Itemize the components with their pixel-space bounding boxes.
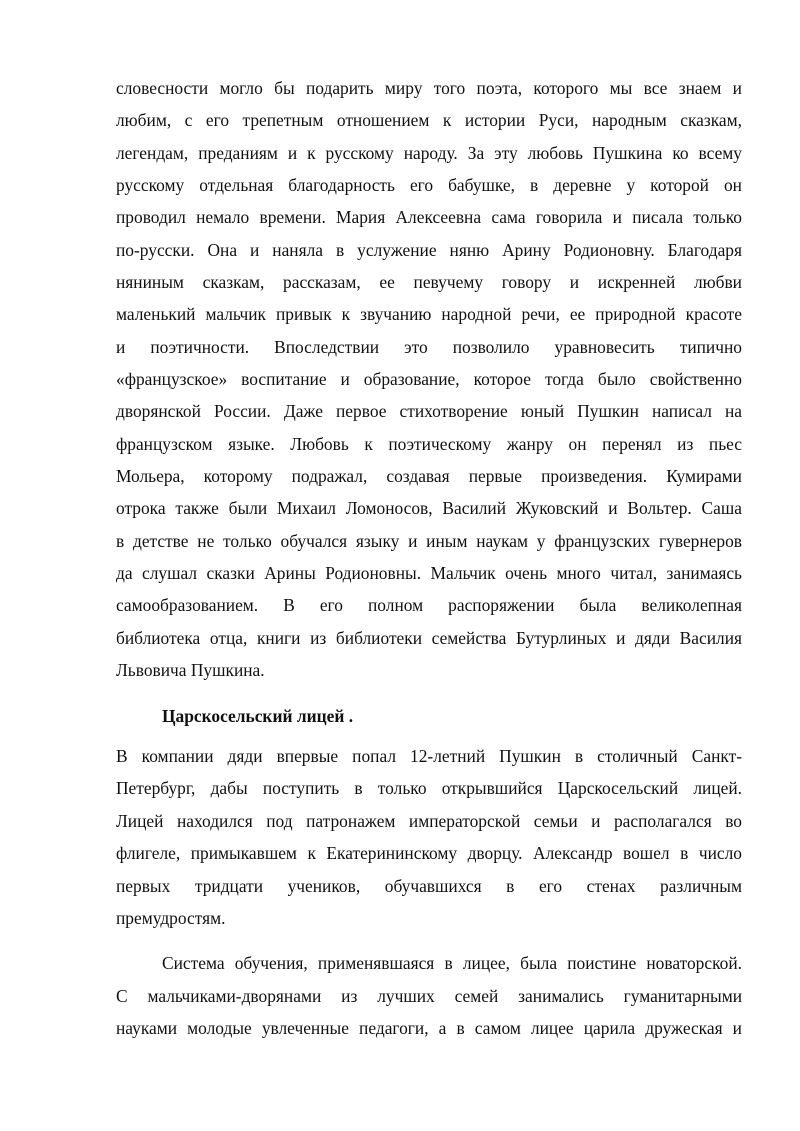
text-line: самообразованием. В его полном распоряжении была великолепная <box>116 595 742 615</box>
text-line: русскому отдельная благодарность его бабушке, в деревне у которой он <box>116 175 742 195</box>
text-line: дворянской России. Даже первое стихотворение юный Пушкин написал на <box>116 401 742 421</box>
text-line: французском языке. Любовь к поэтическому жанру он перенял из пьес <box>116 434 742 454</box>
text-line: Система обучения, применявшаяся в лицее, была поистине новаторской. <box>162 953 742 973</box>
text-line: няниным сказкам, рассказам, ее певучему говору и искренней любви <box>116 272 742 292</box>
text-line: и поэтичности. Впоследствии это позволило уравновесить типично <box>116 337 742 357</box>
text-line: Лицей находился под патронажем императорской семьи и располагался во <box>116 811 742 831</box>
text-line: да слушал сказки Арины Родионовны. Мальчик очень много читал, занимаясь <box>116 563 742 583</box>
text-line: «французское» воспитание и образование, которое тогда было свойственно <box>116 369 742 389</box>
text-line: Мольера, которому подражал, создавая первые произведения. Кумирами <box>116 466 742 486</box>
text-line: Львовича Пушкина. <box>116 660 265 680</box>
text-line: легендам, преданиям и к русскому народу. За эту любовь Пушкина ко всему <box>116 143 742 163</box>
text-line: С мальчиками-дворянами из лучших семей занимались гуманитарными <box>116 986 742 1006</box>
text-line: науками молодые увлеченные педагоги, а в самом лицее царила дружеская и <box>116 1018 742 1038</box>
text-line: премудростям. <box>116 908 226 928</box>
section-heading: Царскосельский лицей . <box>162 706 354 726</box>
text-line: первых тридцати учеников, обучавшихся в его стенах различным <box>116 876 742 896</box>
text-line: в детстве не только обучался языку и иным наукам у французских гувернеров <box>116 531 742 551</box>
text-line: словесности могло бы подарить миру того поэта, которого мы все знаем и <box>116 78 742 98</box>
text-line: проводил немало времени. Мария Алексеевна сама говорила и писала только <box>116 207 742 227</box>
text-line: библиотека отца, книги из библиотеки семейства Бутурлиных и дяди Василия <box>116 628 742 648</box>
text-line: Петербург, дабы поступить в только открывшийся Царскосельский лицей. <box>116 778 742 798</box>
text-line: флигеле, примыкавшем к Екатерининскому дворцу. Александр вошел в число <box>116 843 742 863</box>
text-line: отрока также были Михаил Ломоносов, Василий Жуковский и Вольтер. Саша <box>116 498 742 518</box>
text-line: В компании дяди впервые попал 12-летний Пушкин в столичный Санкт- <box>116 746 742 766</box>
text-line: маленький мальчик привык к звучанию народной речи, ее природной красоте <box>116 304 742 324</box>
text-line: по-русски. Она и наняла в услужение няню Арину Родионовну. Благодаря <box>116 240 742 260</box>
text-line: любим, с его трепетным отношением к истории Руси, народным сказкам, <box>116 110 742 130</box>
